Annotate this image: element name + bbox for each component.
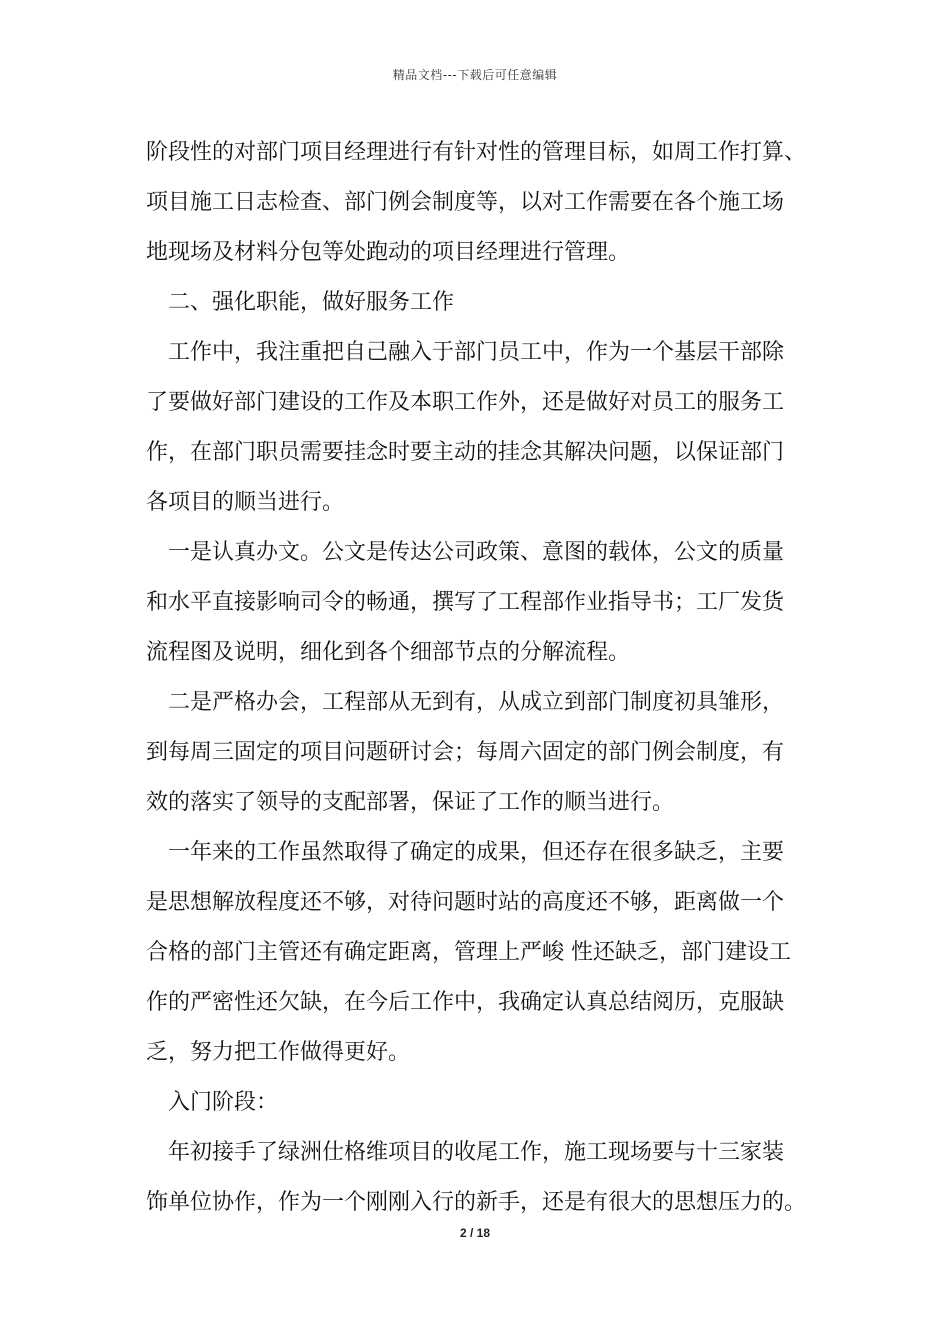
body-line: 乏，努力把工作做得更好。: [146, 1040, 411, 1065]
body-line: 合格的部门主管还有确定距离，管理上严峻 性还缺乏，部门建设工: [146, 940, 791, 965]
body-line: 了要做好部门建设的工作及本职工作外，还是做好对员工的服务工: [146, 390, 785, 415]
body-line: 二是严格办会，工程部从无到有，从成立到部门制度初具雏形，: [168, 690, 785, 715]
body-line: 一年来的工作虽然取得了确定的成果，但还存在很多缺乏，主要: [168, 840, 785, 865]
body-line: 流程图及说明，细化到各个细部节点的分解流程。: [146, 640, 631, 665]
body-line: 阶段性的对部门项目经理进行有针对性的管理目标，如周工作打算、: [146, 140, 807, 165]
body-line: 作的严密性还欠缺，在今后工作中，我确定认真总结阅历，克服缺: [146, 990, 785, 1015]
section-heading: 二、强化职能，做好服务工作: [168, 290, 455, 315]
page-header: 精品文档---下载后可任意编辑: [392, 68, 558, 82]
body-line: 是思想解放程度还不够，对待问题时站的高度还不够，距离做一个: [146, 890, 785, 915]
body-line: 到每周三固定的项目问题研讨会；每周六固定的部门例会制度，有: [146, 740, 785, 765]
body-line: 各项目的顺当进行。: [146, 490, 345, 515]
section-heading: 入门阶段：: [168, 1090, 279, 1115]
page-number: 2 / 18: [459, 1226, 491, 1240]
body-line: 地现场及材料分包等处跑动的项目经理进行管理。: [146, 240, 631, 265]
body-line: 项目施工日志检查、部门例会制度等，以对工作需要在各个施工场: [146, 190, 785, 215]
body-line: 饰单位协作，作为一个刚刚入行的新手，还是有很大的思想压力的。: [146, 1190, 807, 1215]
body-line: 年初接手了绿洲仕格维项目的收尾工作，施工现场要与十三家装: [168, 1140, 785, 1165]
body-line: 效的落实了领导的支配部署，保证了工作的顺当进行。: [146, 790, 675, 815]
body-line: 工作中，我注重把自己融入于部门员工中，作为一个基层干部除: [168, 340, 785, 365]
document-body: [146, 128, 810, 1228]
body-line: 一是认真办文。公文是传达公司政策、意图的载体，公文的质量: [168, 540, 785, 565]
body-line: 和水平直接影响司令的畅通，撰写了工程部作业指导书；工厂发货: [146, 590, 785, 615]
body-line: 作，在部门职员需要挂念时要主动的挂念其解决问题，以保证部门: [146, 440, 785, 465]
